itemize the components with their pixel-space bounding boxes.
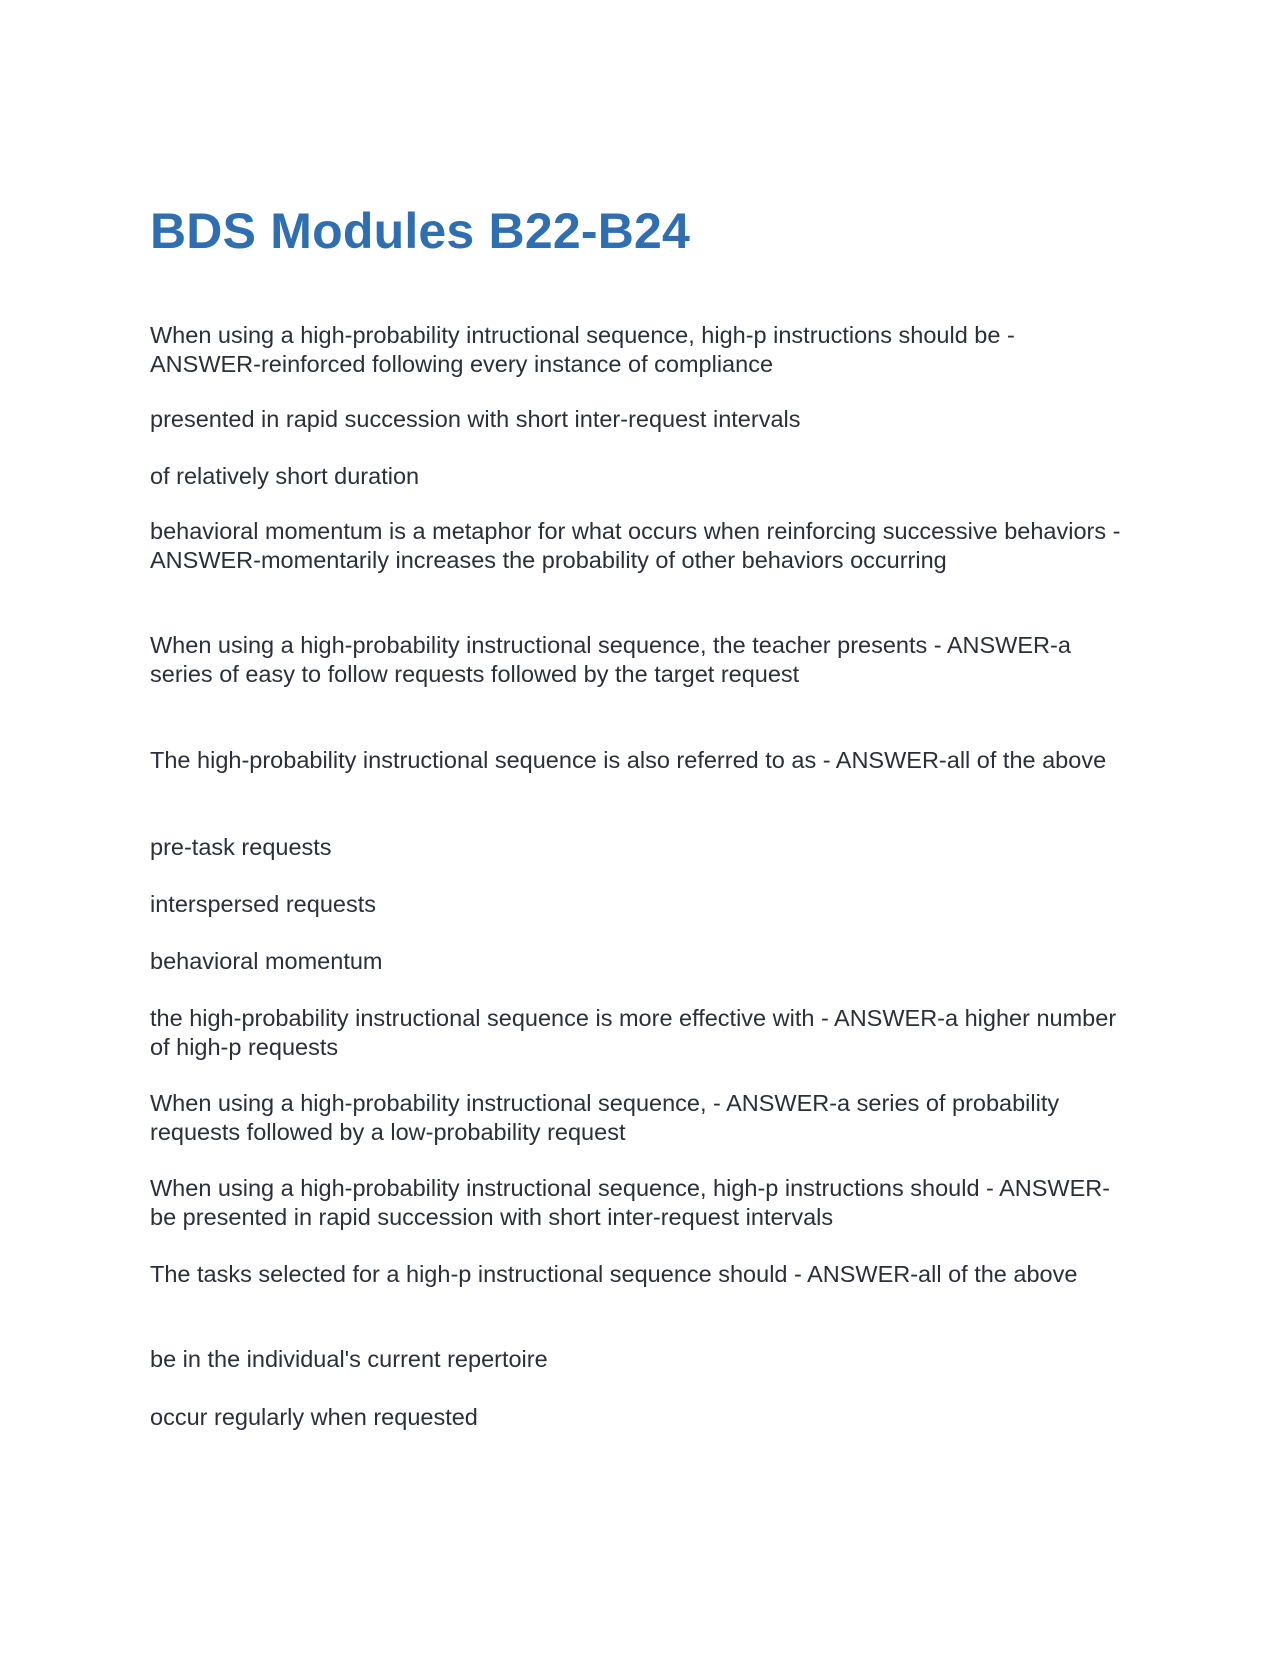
paragraph: The high-probability instructional sequence is also referred to as - ANSWER-all of the above bbox=[150, 747, 1107, 773]
paragraph: of relatively short duration bbox=[150, 463, 420, 489]
paragraph: pre-task requests bbox=[150, 834, 332, 860]
paragraph: occur regularly when requested bbox=[150, 1404, 478, 1430]
paragraph: When using a high-probability instructional sequence, - ANSWER-a series of probability requests followed by a low-probability request bbox=[150, 1090, 1060, 1145]
paragraph: interspersed requests bbox=[150, 891, 376, 917]
paragraph: presented in rapid succession with short inter-request intervals bbox=[150, 406, 801, 432]
paragraph: be in the individual's current repertoire bbox=[150, 1346, 548, 1372]
paragraph: The tasks selected for a high-p instructional sequence should - ANSWER-all of the above bbox=[150, 1261, 1078, 1287]
paragraph: behavioral momentum bbox=[150, 948, 383, 974]
document-title: BDS Modules B22-B24 bbox=[150, 203, 691, 259]
paragraph: When using a high-probability instructional sequence, the teacher presents - ANSWER-a series of easy to follow requests followed by the target request bbox=[150, 632, 1071, 687]
paragraph: When using a high-probability instructional sequence, high-p instructions should - ANSWER-be presented in rapid succession with short inter-request intervals bbox=[150, 1175, 1111, 1230]
paragraph: When using a high-probability intructional sequence, high-p instructions should be - ANSWER-reinforced following every instance of compliance bbox=[150, 322, 1015, 377]
paragraph: the high-probability instructional sequence is more effective with - ANSWER-a higher number of high-p requests bbox=[150, 1005, 1117, 1060]
paragraph: behavioral momentum is a metaphor for what occurs when reinforcing successive behaviors - ANSWER-momentarily increases the probability of other behaviors occurring bbox=[150, 518, 1121, 573]
